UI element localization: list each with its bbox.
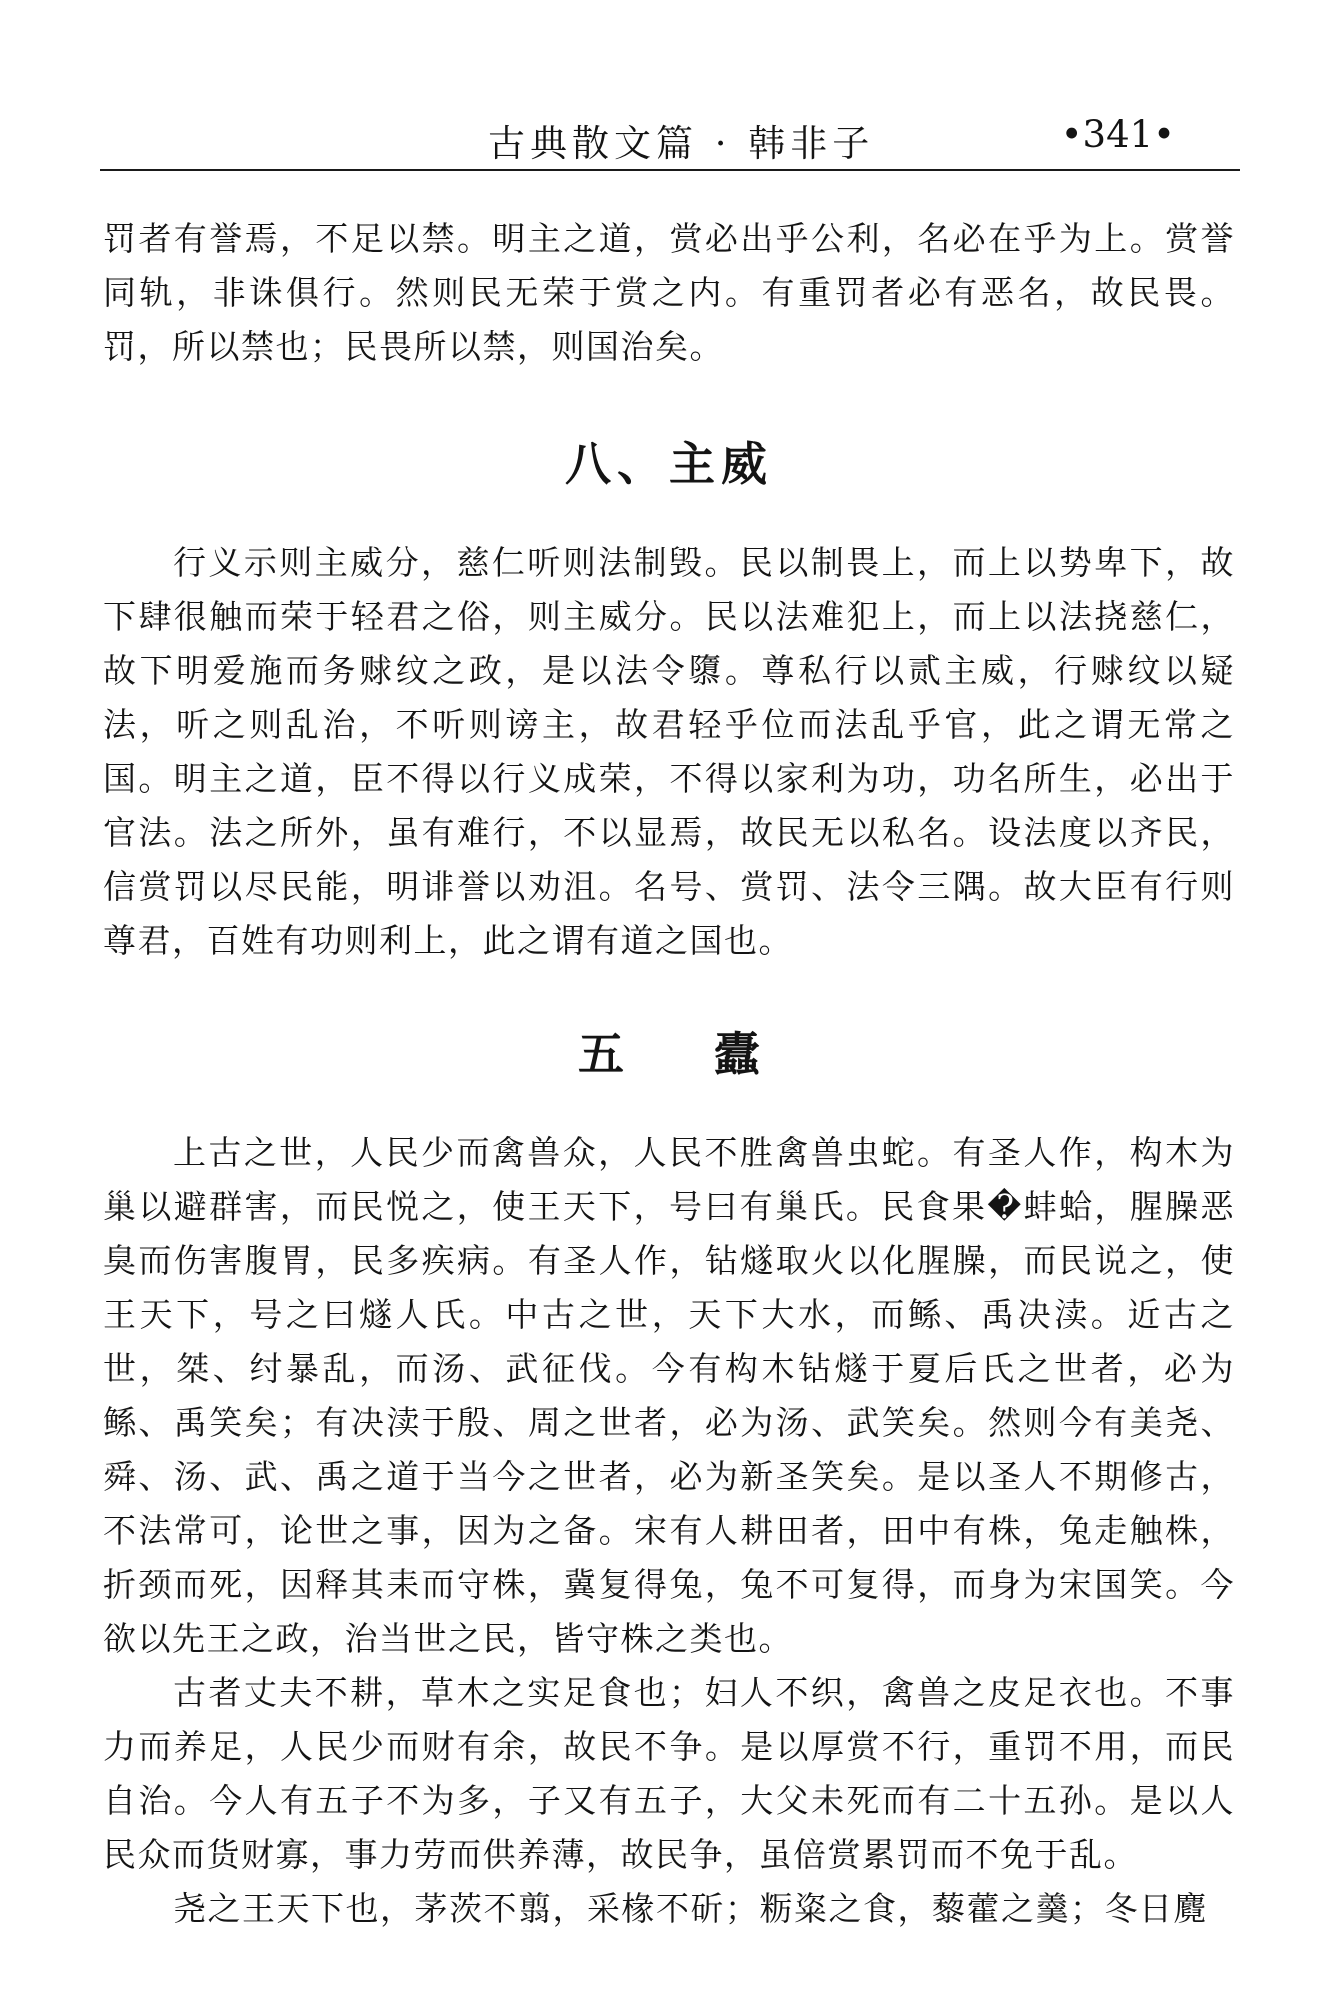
wudu-paragraph-1: 上古之世，人民少而禽兽众，人民不胜禽兽虫蛇。有圣人作，构木为巢以避群害，而民悦之，使王天下，号曰有巢氏。民食果�蚌蛤，腥臊恶臭而伤害腹胃，民多疾病。有圣人作，钻燧取火以化腥臊，而民说之，使王天下，号之曰燧人氏。中古之世，天下大水，而鲧、禹决渎。近古之世，桀、纣暴乱，而汤、武征伐。今有构木钻燧于夏后氏之世者，必为鲧、禹笑矣；有决渎于殷、周之世者，必为汤、武笑矣。然则今有美尧、舜、汤、武、禹之道于当今之世者，必为新圣笑矣。是以圣人不期修古，不法常可，论世之事，因为之备。宋有人耕田者，田中有株，兔走触株，折颈而死，因释其耒而守株，冀复得兔，兔不可复得，而身为宋国笑。今欲以先王之政，治当世之民，皆守株之类也。 xyxy=(103,1133,1235,1658)
intro-paragraph: 罚者有誉焉，不足以禁。明主之道，赏必出乎公利，名必在乎为上。赏誉同轨，非诛俱行。然则民无荣于赏之内。有重罚者必有恶名，故民畏。罚，所以禁也；民畏所以禁，则国治矣。 xyxy=(103,219,1235,366)
zhuwei-paragraph: 行义示则主威分，慈仁听则法制毁。民以制畏上，而上以势卑下，故下肆很触而荣于轻君之俗，则主威分。民以法难犯上，而上以法挠慈仁，故下明爱施而务赇纹之政，是以法令隳。尊私行以贰主威，行赇纹以疑法，听之则乱治，不听则谤主，故君轻乎位而法乱乎官，此之谓无常之国。明主之道，臣不得以行义成荣，不得以家利为功，功名所生，必出于官法。法之所外，虽有难行，不以显焉，故民无以私名。设法度以齐民，信赏罚以尽民能，明诽誉以劝沮。名号、赏罚、法令三隅。故大臣有行则尊君，百姓有功则利上，此之谓有道之国也。 xyxy=(103,543,1235,960)
page-number: •341• xyxy=(1060,113,1175,156)
page-header xyxy=(100,95,1240,175)
header-rule xyxy=(100,169,1240,171)
wudu-paragraph-2: 古者丈夫不耕，草木之实足食也；妇人不织，禽兽之皮足衣也。不事力而养足，人民少而财有余，故民不争。是以厚赏不行，重罚不用，而民自治。今人有五子不为多，子又有五子，大父未死而有二十五孙。是以人民众而货财寡，事力劳而供养薄，故民争，虽倍赏累罚而不免于乱。 xyxy=(103,1673,1235,1874)
page-body xyxy=(103,212,1235,1936)
running-head: 古典散文篇 · 韩非子 xyxy=(488,122,875,165)
section-title-wudu: 五蠹 xyxy=(578,1027,850,1081)
section-title-zhuwei: 八、主威 xyxy=(565,437,773,491)
wudu-paragraph-3: 尧之王天下也，茅茨不翦，采椽不斫；粝粢之食，藜藿之羹；冬日麑 xyxy=(173,1889,1208,1928)
